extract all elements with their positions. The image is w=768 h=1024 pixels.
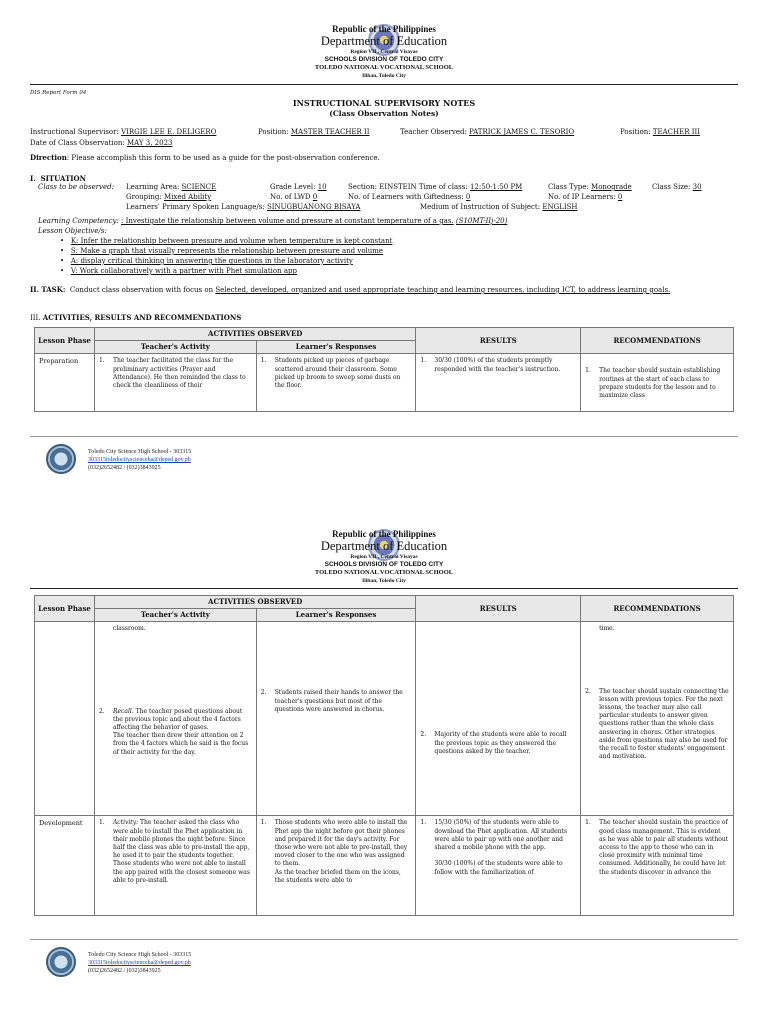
item-text: The teacher then drew their attention on 2 from the 4 factors which he said is the focus of their activity for the day.	[112, 732, 249, 756]
region-text: Region VII , Central Visayas	[350, 49, 418, 55]
item-number: 1.	[260, 357, 267, 365]
item-text: The teacher asked the class who were able to install the Phet application in their mobile phones the night before. Since half the class was able to pre-install the app, he used it to pair the students together. Those students who were not able to install the app paired with the closest someone was able to pre-install.	[112, 819, 250, 884]
supervisor-name: VIRGIE LEE E. DELIGERO	[121, 128, 217, 136]
department-text: Department of Education	[320, 539, 448, 553]
learner-response-header: Learner's Responses	[256, 341, 416, 354]
list-item	[585, 819, 729, 876]
activities-header: ACTIVITIES OBSERVED	[94, 328, 415, 341]
grade-label: Grade Level:	[270, 183, 316, 191]
task-text: Conduct class observation with focus on	[69, 286, 214, 294]
continued-text: classroom.	[112, 625, 146, 633]
teacher-line	[400, 128, 574, 137]
item-number: 2.	[420, 731, 427, 739]
supervisor-position-line	[258, 128, 370, 137]
list-item	[261, 819, 412, 885]
footer-school: Toledo City Science High School - 303315	[88, 449, 192, 455]
objectives-label: Lesson Objective/s:	[38, 227, 107, 235]
competency-text: : Investigate the relationship between volume and pressure at constant temperature of a gas.	[121, 217, 454, 225]
position-label: Position:	[620, 128, 651, 136]
objective-text: V: Work collaboratively with a partner with Phet simulation app	[70, 267, 297, 275]
form-subtitle: (Class Observation Notes)	[329, 109, 439, 118]
item-text: Majority of the students were able to recall the previous topic as they answered the questions asked by the teacher.	[434, 731, 567, 755]
table-row	[35, 354, 734, 412]
footer-text	[88, 448, 191, 472]
teacher-activity-header: Teacher's Activity	[94, 341, 256, 354]
direction-line	[30, 153, 380, 163]
lwd-field	[270, 193, 317, 202]
objective-text: S: Make a graph that visually represents the relationship between pressure and volume	[70, 247, 384, 255]
item-emphasis: Activity:	[112, 819, 139, 827]
item-text: Students picked up pieces of garbage scattered around their classroom. Some picked up broom to sweep some dusts on the floor.	[274, 357, 401, 390]
region-text: Region VII , Central Visayas	[350, 554, 418, 560]
address-text: Ilihan, Toledo City	[362, 73, 406, 79]
list-item	[99, 357, 252, 390]
class-type-value: Monograde	[591, 183, 632, 191]
section3-title: ACTIVITIES, RESULTS AND RECOMMENDATIONS	[42, 313, 242, 322]
document-page-2	[0, 505, 768, 1024]
item-number: 2.	[260, 689, 267, 697]
department-text: Department of Education	[320, 34, 448, 48]
learning-area-value: SCIENCE	[181, 183, 217, 191]
item-number: 1.	[585, 367, 591, 375]
activities-header: ACTIVITIES OBSERVED	[94, 596, 415, 609]
list-item	[261, 689, 412, 714]
objective-item: • V: Work collaboratively with a partner with Phet simulation app	[60, 267, 297, 275]
item-text: Students raised their hands to answer the teacher's questions but most of the questions were answered in chorus.	[274, 689, 403, 713]
teacher-activity-cell	[94, 354, 256, 412]
observation-table-page2	[34, 595, 734, 916]
section-field	[348, 183, 522, 192]
language-label: Learners' Primary Spoken Language/s:	[126, 203, 265, 211]
lwd-value: 0	[312, 193, 318, 201]
class-type-label: Class Type:	[548, 183, 589, 191]
section3-heading	[30, 313, 241, 323]
medium-field	[420, 203, 577, 212]
learner-response-cell	[256, 622, 416, 816]
republic-text: Republic of the Philippines	[332, 529, 436, 539]
footer	[30, 436, 738, 486]
list-item	[420, 731, 576, 756]
lwd-label: No. of LWD	[270, 193, 311, 201]
phase-header: Lesson Phase	[35, 328, 95, 354]
item-number: 1.	[420, 819, 427, 827]
learner-response-cell	[256, 816, 416, 916]
item-text: Those students who were able to install the Phet app the night before got their phones and prepared it for the day's activity. For those who were not able to pre-install, they moved closer to the one who was assigned to them.	[274, 819, 408, 868]
situation-heading	[30, 174, 86, 183]
phase-cell: Development	[35, 816, 95, 916]
item-number: 2.	[585, 687, 591, 695]
situation-num: I.	[30, 174, 36, 183]
phase-cell	[35, 622, 95, 816]
results-header: RESULTS	[416, 596, 581, 622]
grade-value: 10	[317, 183, 327, 191]
item-text: The teacher should sustain establishing routines at the start of each class to prepare students for the lesson and to maximize class	[599, 367, 721, 400]
list-item	[99, 708, 252, 757]
situation-title: SITUATION	[40, 174, 87, 183]
address-text: Ilihan, Toledo City	[362, 578, 406, 584]
footer-email-link[interactable]: 303315toledocityscienceha@deped.gov.ph	[88, 457, 191, 463]
class-label: Class to be observed:	[38, 183, 114, 191]
item-number: 1.	[260, 819, 267, 827]
footer-phone: (032)2652482 / (032)3843925	[88, 465, 161, 471]
list-item	[420, 357, 576, 373]
item-text: 30/30 (100%) of the students promptly responded with the teacher's instruction.	[434, 357, 561, 373]
footer-phone: (032)2652482 / (032)3843925	[88, 968, 161, 974]
ip-field	[548, 193, 622, 202]
supervisor-line	[30, 128, 216, 137]
observation-date: MAY 3, 2023	[126, 139, 173, 147]
task-paragraph	[30, 285, 740, 295]
results-cell	[416, 354, 581, 412]
phase-cell: Preparation	[35, 354, 95, 412]
direction-label: Direction	[30, 153, 67, 162]
item-number: 1.	[585, 819, 591, 827]
section-label: Section: EINSTEIN Time of class:	[348, 183, 468, 191]
time-value: 12:50-1:50 PM	[469, 183, 523, 191]
list-item	[99, 819, 252, 885]
item-text: As the teacher briefed them on the icons, the students were able to	[274, 868, 401, 884]
learner-response-cell	[256, 354, 416, 412]
school-text: TOLEDO NATIONAL VOCATIONAL SCHOOL	[314, 64, 454, 71]
item-text: 15/30 (50%) of the students were able to download the Phet application. All students were able to pair up with one another and shared a mobile phone with the app.	[434, 819, 568, 852]
recommendations-cell	[581, 622, 734, 816]
objective-item: • K: Infer the relationship between pressure and volume when temperature is kept constant	[60, 237, 393, 245]
item-emphasis: Recall.	[112, 707, 134, 715]
letterhead	[0, 505, 768, 584]
footer-school: Toledo City Science High School - 303315	[88, 952, 192, 958]
list-item	[585, 688, 729, 762]
competency-code: (S10MT-IIj-20)	[455, 217, 508, 225]
grouping-field	[126, 193, 211, 202]
objective-item: • A: display critical thinking in answering the questions in the laboratory activity	[60, 257, 353, 265]
objective-text: K: Infer the relationship between pressure and volume when temperature is kept constant	[70, 237, 393, 245]
position-label: Position:	[258, 128, 289, 136]
header-rule	[30, 588, 738, 589]
item-text: The teacher facilitated the class for the preliminary activities (Prayer and Attendance). He then reminded the class to check the cleanliness of their	[112, 357, 246, 390]
recommendations-cell	[581, 354, 734, 412]
gifted-field	[348, 193, 470, 202]
list-item	[261, 357, 412, 390]
objective-text: A: display critical thinking in answering the questions in the laboratory activity	[70, 257, 353, 265]
supervisor-label: Instructional Supervisor:	[30, 128, 119, 136]
teacher-activity-header: Teacher's Activity	[94, 609, 256, 622]
competency-label: Learning Competency:	[38, 217, 119, 225]
results-cell	[416, 816, 581, 916]
grouping-label: Grouping:	[126, 193, 162, 201]
republic-text: Republic of the Philippines	[332, 24, 436, 34]
competency-line	[38, 217, 507, 226]
task-focus: Selected, developed, organized and used appropriate teaching and learning resources, including ICT, to address learning goals.	[215, 286, 671, 294]
item-number: 2.	[98, 707, 105, 715]
grouping-value: Mixed Ability	[163, 193, 212, 201]
item-number: 1.	[98, 357, 105, 365]
phase-header: Lesson Phase	[35, 596, 95, 622]
class-size-label: Class Size:	[652, 183, 691, 191]
item-text: The teacher should sustain the practice of good class management. This is evident as he was able to pair all students without access to the app to those who can in close proximity with minimal time consumed. Additionally, he could have let the students discover in advance the	[599, 819, 729, 876]
school-text: TOLEDO NATIONAL VOCATIONAL SCHOOL	[314, 569, 454, 576]
recommendations-header: RECOMMENDATIONS	[581, 596, 734, 622]
ip-value: 0	[617, 193, 623, 201]
supervisor-position: MASTER TEACHER II	[290, 128, 370, 136]
division-text: SCHOOLS DIVISION OF TOLEDO CITY	[324, 561, 444, 568]
item-number: 1.	[98, 819, 105, 827]
table-row	[35, 816, 734, 916]
learning-area-field	[126, 183, 216, 192]
task-label: II. TASK:	[30, 285, 66, 294]
date-label: Date of Class Observation:	[30, 139, 125, 147]
item-text: The teacher posed questions about the previous topic and about the 4 factors affecting the behavior of gases.	[112, 707, 243, 732]
gifted-value: 0	[465, 193, 471, 201]
gifted-label: No. of Learners with Giftedness:	[348, 193, 464, 201]
continued-text: time.	[599, 625, 615, 633]
objective-item: • S: Make a graph that visually represents the relationship between pressure and volume	[60, 247, 384, 255]
teacher-activity-cell	[94, 622, 256, 816]
form-title: INSTRUCTIONAL SUPERVISORY NOTES	[292, 98, 476, 108]
document-page-1	[0, 0, 768, 500]
class-size-field	[652, 183, 702, 192]
results-cell	[416, 622, 581, 816]
results-header: RESULTS	[416, 328, 581, 354]
item-number: 1.	[420, 357, 427, 365]
medium-label: Medium of Instruction of Subject:	[420, 203, 541, 211]
class-size-value: 30	[692, 183, 702, 191]
observation-table-page1	[34, 327, 734, 412]
ip-label: No. of IP Learners:	[548, 193, 616, 201]
letterhead	[0, 0, 768, 79]
recommendations-header: RECOMMENDATIONS	[581, 328, 734, 354]
learner-response-header: Learner's Responses	[256, 609, 416, 622]
table-row	[35, 622, 734, 816]
list-item	[420, 819, 576, 876]
date-line	[30, 139, 173, 148]
footer-text	[88, 951, 191, 975]
teacher-label: Teacher Observed:	[400, 128, 467, 136]
item-text: The teacher should sustain connecting the lesson with previous topics. For the next lessons, the teacher may also call particular students to answer given questions rather than the whole class answering in chorus. Other strategies aside from questions may also be used for the recall to foster students' engagement and motivation.	[599, 687, 729, 761]
teacher-position-line	[620, 128, 700, 137]
teacher-position: TEACHER III	[652, 128, 701, 136]
medium-value: ENGLISH	[542, 203, 578, 211]
direction-text: : Please accomplish this form to be used as a guide for the post-observation conference.	[66, 154, 380, 162]
form-code: DIS Report Form 04	[30, 90, 87, 96]
recommendations-cell	[581, 816, 734, 916]
teacher-activity-cell	[94, 816, 256, 916]
list-item	[585, 367, 729, 400]
language-value: SINUGBUANONG BISAYA	[266, 203, 361, 211]
school-logo-icon	[46, 947, 76, 977]
footer-rule	[30, 939, 738, 940]
footer	[30, 939, 738, 989]
header-rule	[30, 84, 738, 85]
language-field	[126, 203, 360, 212]
school-logo-icon	[46, 444, 76, 474]
item-text: 30/30 (100%) of the students were able to follow with the familiarization of	[434, 860, 563, 876]
grade-field	[270, 183, 327, 192]
teacher-name: PATRICK JAMES C. TESORIO	[469, 128, 575, 136]
footer-email-link[interactable]: 303315toledocityscienceha@deped.gov.ph	[88, 960, 191, 966]
class-type-field	[548, 183, 632, 192]
section3-num: III.	[30, 314, 41, 322]
footer-rule	[30, 436, 738, 437]
division-text: SCHOOLS DIVISION OF TOLEDO CITY	[324, 56, 444, 63]
learning-area-label: Learning Area:	[126, 183, 180, 191]
